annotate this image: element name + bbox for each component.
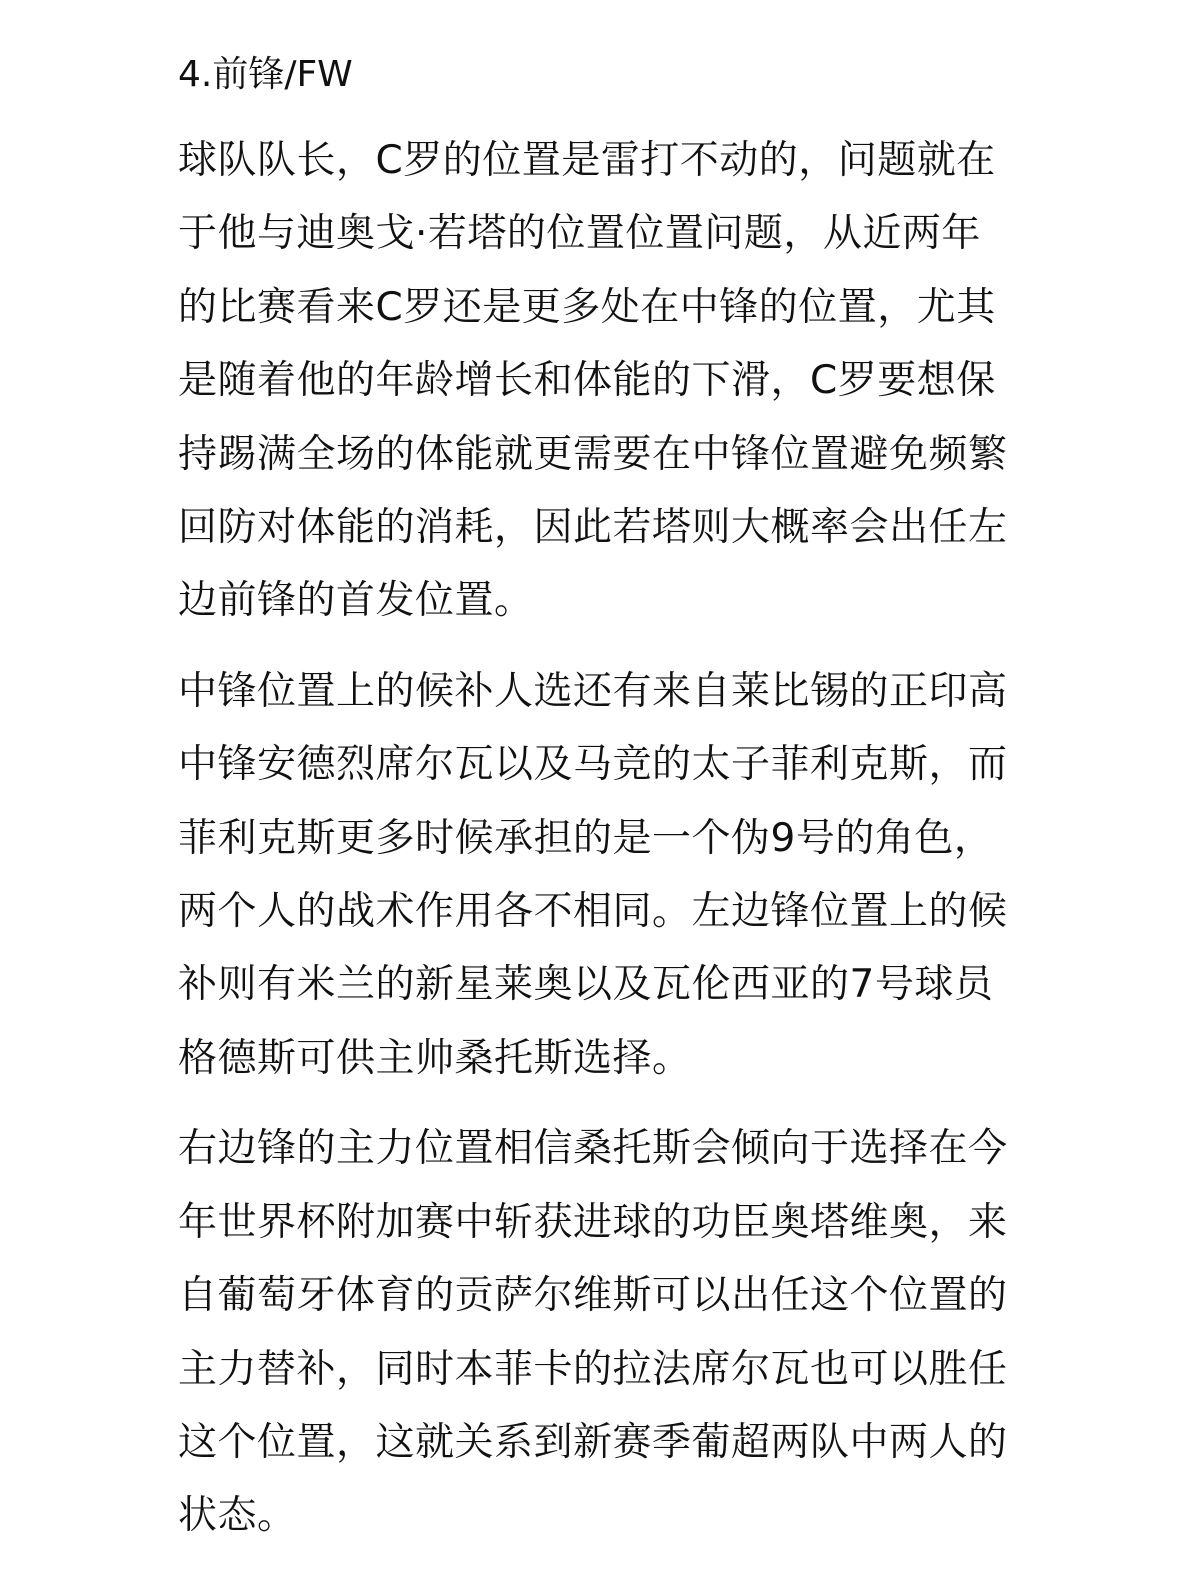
text-line: 菲利克斯更多时候承担的是一个伪9号的角色， (178, 815, 994, 861)
paragraph-striker-backups (178, 655, 1038, 1095)
text-line: 格德斯可供主帅桑托斯选择。 (178, 1035, 692, 1081)
text-line: 中锋位置上的候补人选还有来自莱比锡的正印高 (178, 668, 1008, 714)
text-line: 球队队长，C罗的位置是雷打不动的，问题就在 (178, 138, 996, 183)
text-line: 年世界杯附加赛中斩获进球的功臣奥塔维奥，来 (178, 1199, 1008, 1245)
text-line: 的比赛看来C罗还是更多处在中锋的位置，尤其 (178, 284, 996, 330)
text-line: 回防对体能的消耗，因此若塔则大概率会出任左 (178, 505, 1008, 551)
paragraph-right-winger (178, 1112, 1038, 1552)
text-line: 是随着他的年龄增长和体能的下滑，C罗要想保 (178, 358, 996, 404)
section-heading: 4.前锋/FW (178, 54, 353, 95)
paragraph-captain (178, 124, 1038, 638)
text-line: 右边锋的主力位置相信桑托斯会倾向于选择在今 (178, 1126, 1008, 1172)
text-line: 两个人的战术作用各不相同。左边锋位置上的候 (178, 889, 1008, 935)
text-line: 持踢满全场的体能就更需要在中锋位置避免频繁 (178, 431, 1008, 477)
text-line: 这个位置，这就关系到新赛季葡超两队中两人的 (178, 1419, 1008, 1465)
text-line: 主力替补，同时本菲卡的拉法席尔瓦也可以胜任 (178, 1346, 1008, 1392)
text-line: 状态。 (178, 1493, 297, 1539)
article (178, 44, 1038, 1553)
text-line: 自葡萄牙体育的贡萨尔维斯可以出任这个位置的 (178, 1273, 1008, 1319)
text-line: 中锋安德烈席尔瓦以及马竞的太子菲利克斯，而 (178, 742, 1008, 788)
text-line: 于他与迪奥戈·若塔的位置位置问题，从近两年 (178, 211, 981, 257)
text-line: 边前锋的首发位置。 (178, 578, 534, 624)
text-line: 补则有米兰的新星莱奥以及瓦伦西亚的7号球员 (178, 962, 994, 1008)
